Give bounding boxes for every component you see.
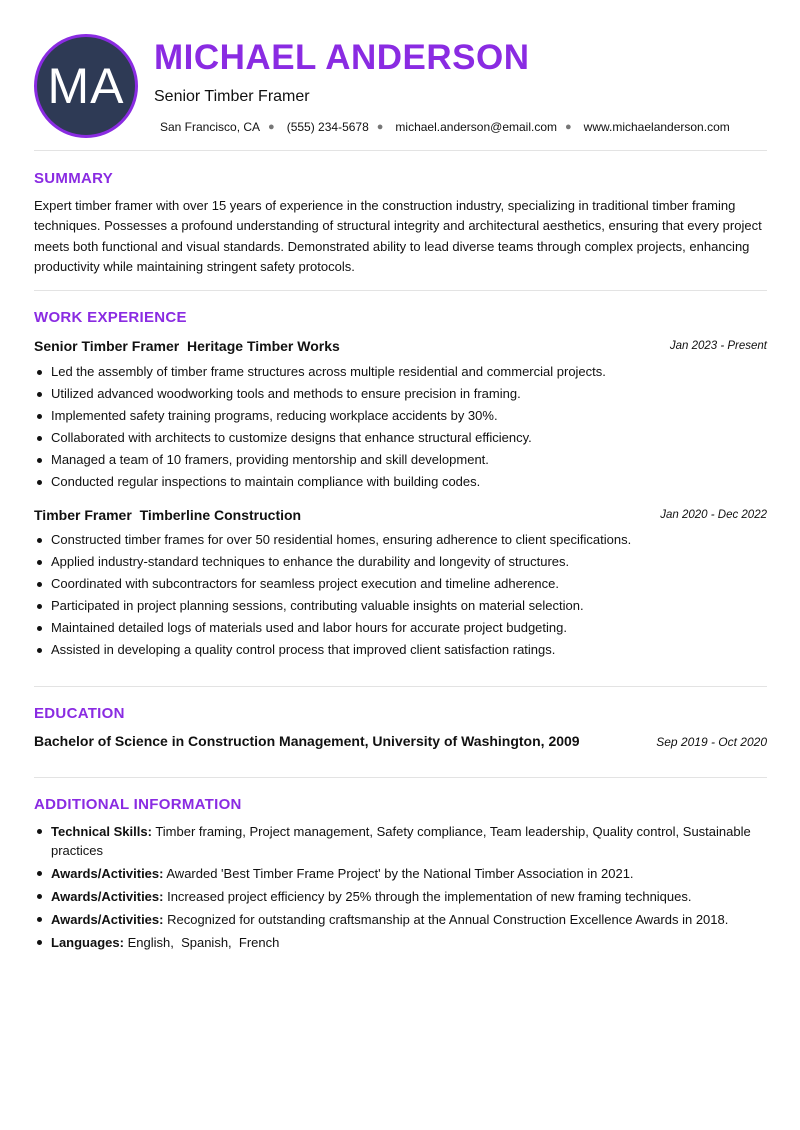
summary-heading: SUMMARY bbox=[34, 170, 114, 187]
list-item bbox=[34, 933, 767, 952]
divider bbox=[34, 686, 767, 687]
list-item: Coordinated with subcontractors for seamless project execution and timeline adherence. bbox=[34, 573, 767, 595]
job-bullets bbox=[34, 529, 767, 662]
education-degree: Bachelor of Science in Construction Management, University of Washington, 2009 bbox=[34, 733, 580, 749]
list-item: Led the assembly of timber frame structures across multiple residential and commercial projects. bbox=[34, 361, 767, 383]
info-label: Technical Skills: bbox=[51, 824, 152, 839]
info-label: Awards/Activities: bbox=[51, 889, 164, 904]
job-company: Timberline Construction bbox=[139, 507, 302, 523]
divider bbox=[34, 777, 767, 778]
separator-dot-icon: ● bbox=[376, 121, 384, 133]
list-item: Participated in project planning sessions, contributing valuable insights on material selection. bbox=[34, 595, 767, 617]
divider bbox=[34, 290, 767, 291]
avatar bbox=[34, 34, 138, 138]
job-role-company bbox=[34, 338, 340, 354]
job-header bbox=[34, 507, 767, 525]
job-header bbox=[34, 338, 767, 356]
list-item: Constructed timber frames for over 50 residential homes, ensuring adherence to client specifications. bbox=[34, 529, 767, 551]
job-role: Senior Timber Framer bbox=[34, 338, 180, 354]
additional-info-heading: ADDITIONAL INFORMATION bbox=[34, 796, 242, 813]
info-text: English, Spanish, French bbox=[127, 935, 280, 950]
list-item: Applied industry-standard techniques to enhance the durability and longevity of structures. bbox=[34, 551, 767, 573]
education-entry bbox=[34, 733, 767, 751]
list-item bbox=[34, 822, 767, 860]
info-label: Awards/Activities: bbox=[51, 866, 164, 881]
job-company: Heritage Timber Works bbox=[187, 338, 340, 354]
list-item: Collaborated with architects to customize designs that enhance structural efficiency. bbox=[34, 427, 767, 449]
contact-location: San Francisco, CA bbox=[160, 120, 261, 134]
list-item: Conducted regular inspections to maintain compliance with building codes. bbox=[34, 471, 767, 493]
contact-phone: (555) 234-5678 bbox=[286, 120, 369, 134]
list-item: Implemented safety training programs, reducing workplace accidents by 30%. bbox=[34, 405, 767, 427]
education-heading: EDUCATION bbox=[34, 705, 125, 722]
candidate-name: MICHAEL ANDERSON bbox=[154, 38, 530, 77]
work-experience-heading: WORK EXPERIENCE bbox=[34, 309, 187, 326]
job-role: Timber Framer bbox=[34, 507, 132, 523]
list-item: Utilized advanced woodworking tools and methods to ensure precision in framing. bbox=[34, 383, 767, 405]
job-role-company bbox=[34, 507, 301, 523]
job-dates: Jan 2023 - Present bbox=[669, 340, 767, 352]
list-item: Managed a team of 10 framers, providing mentorship and skill development. bbox=[34, 449, 767, 471]
list-item: Assisted in developing a quality control process that improved client satisfaction ratings. bbox=[34, 639, 767, 661]
list-item bbox=[34, 910, 767, 929]
info-label: Languages: bbox=[51, 935, 124, 950]
contact-website[interactable]: www.michaelanderson.com bbox=[583, 120, 730, 134]
job-bullets bbox=[34, 361, 767, 494]
additional-info-list bbox=[34, 822, 767, 956]
contact-email[interactable]: michael.anderson@email.com bbox=[395, 120, 558, 134]
info-label: Awards/Activities: bbox=[51, 912, 164, 927]
list-item: Maintained detailed logs of materials used and labor hours for accurate project budgeting. bbox=[34, 617, 767, 639]
info-text: Timber framing, Project management, Safety compliance, Team leadership, Quality control, Sustainable practices bbox=[51, 824, 751, 858]
avatar-initials: MA bbox=[47, 58, 125, 114]
info-text: Awarded 'Best Timber Frame Project' by the National Timber Association in 2021. bbox=[166, 866, 634, 881]
info-text: Recognized for outstanding craftsmanship at the Annual Construction Excellence Awards in 2018. bbox=[167, 912, 729, 927]
education-dates: Sep 2019 - Oct 2020 bbox=[656, 735, 767, 749]
info-text: Increased project efficiency by 25% through the implementation of new framing techniques. bbox=[167, 889, 692, 904]
divider bbox=[34, 150, 767, 151]
summary-text: Expert timber framer with over 15 years of experience in the construction industry, specializing in traditional timber framing techniques. Possesses a profound understanding of structural integrity and architectural aesthetics, ensuring that every project meets both functional and visual standards. Demonstrated ability to lead diverse teams through complex projects, enhancing productivity while maintaining stringent safety protocols. bbox=[34, 198, 762, 274]
separator-dot-icon: ● bbox=[565, 121, 572, 133]
contact-bar bbox=[160, 120, 730, 134]
list-item bbox=[34, 887, 767, 906]
list-item bbox=[34, 864, 767, 883]
separator-dot-icon: ● bbox=[268, 121, 275, 133]
candidate-title: Senior Timber Framer bbox=[154, 88, 310, 105]
job-dates: Jan 2020 - Dec 2022 bbox=[660, 509, 767, 521]
